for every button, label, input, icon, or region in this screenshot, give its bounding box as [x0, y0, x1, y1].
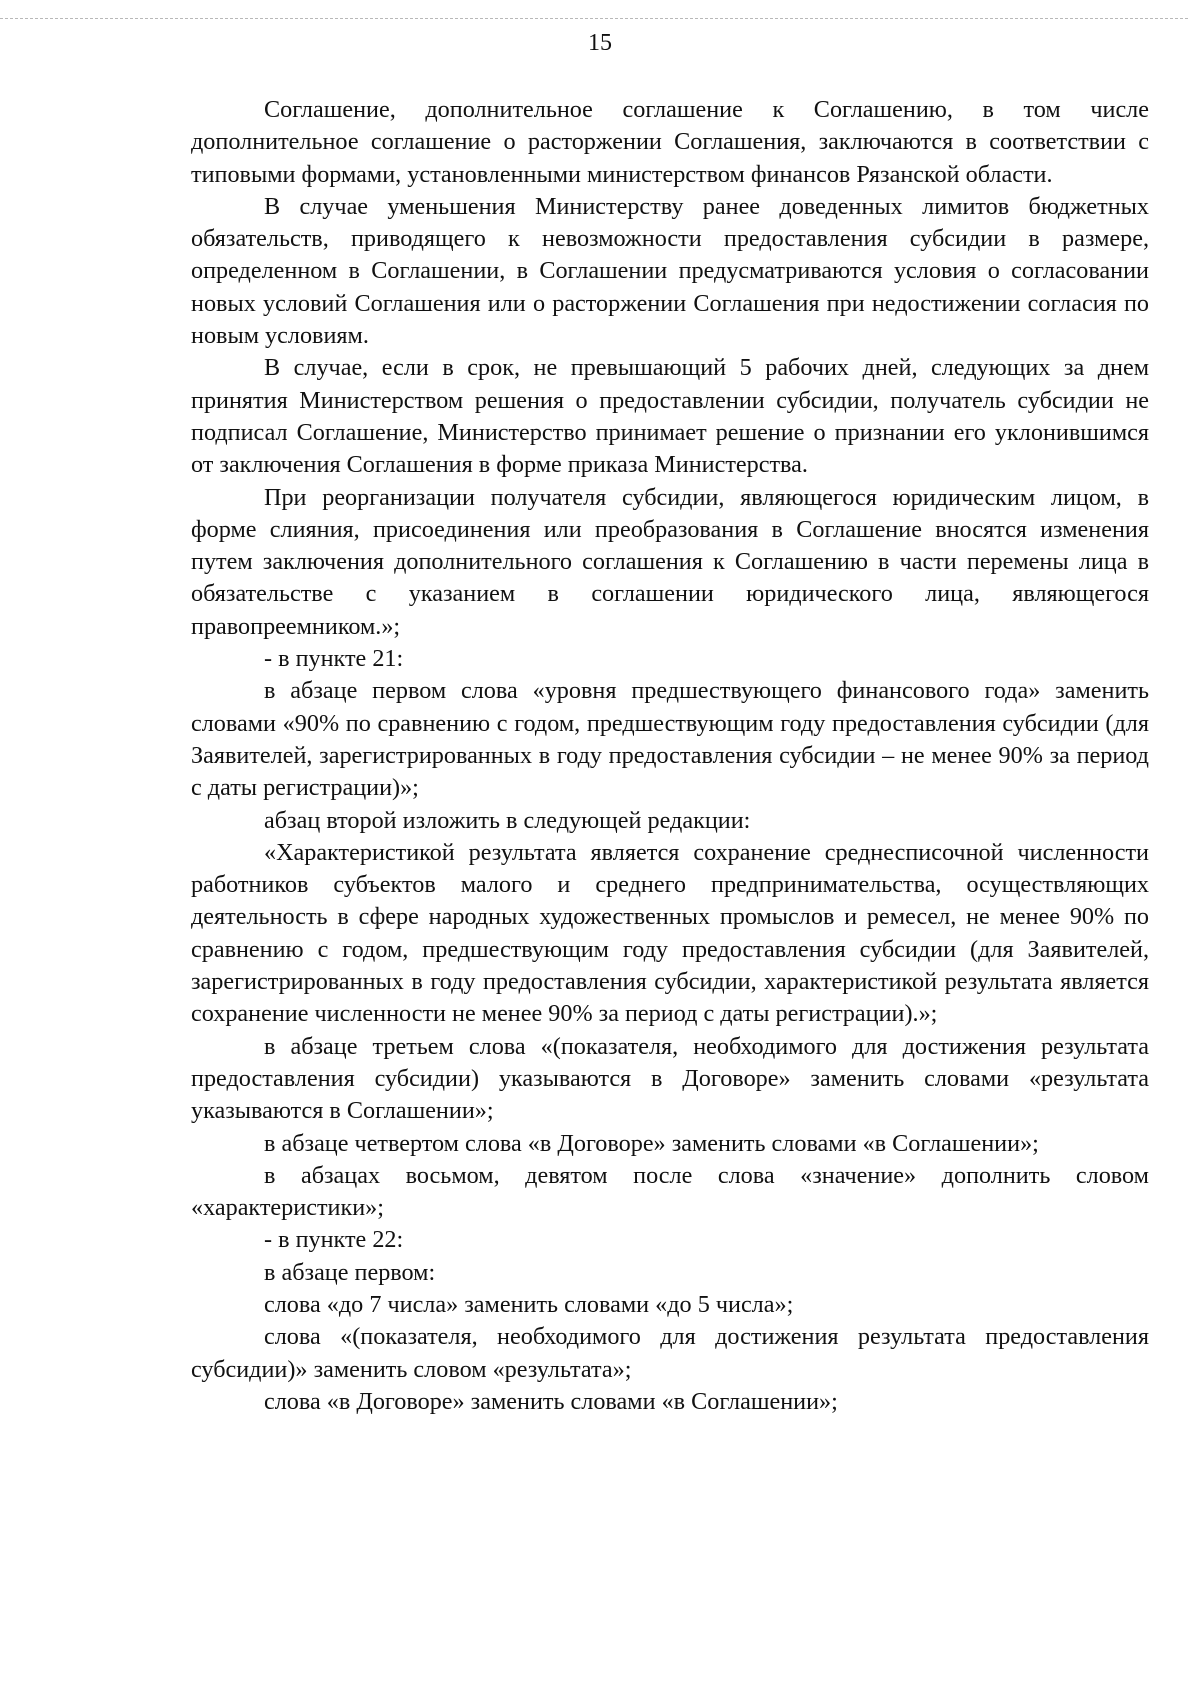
paragraph-22-indicator-change: слова «(показателя, необходимого для достижения результата предоставления субсидии)» заменить словом «результата»;	[191, 1323, 1149, 1383]
paragraph-21-first-indent: в абзаце первом слова «уровня предшествующего финансового года» заменить словами «90% по сравнению с годом, предшествующим году предоставления субсидии (для Заявителей, зарегистрированных в году предоставления субсидии – не менее 90% за период с даты регистрации)»;	[191, 677, 1149, 802]
paragraph-21-fourth-indent: в абзаце четвертом слова «в Договоре» заменить словами «в Соглашении»;	[264, 1129, 1039, 1157]
paragraph-22-date-change: слова «до 7 числа» заменить словами «до 5 числа»;	[264, 1290, 794, 1318]
document-body	[191, 94, 1149, 1418]
paragraph-agreement-forms: Соглашение, дополнительное соглашение к Соглашению, в том числе дополнительное соглашение о расторжении Соглашения, заключаются в соответствии с типовыми формами, установленными министерством финансов Рязанской области.	[191, 96, 1149, 188]
paragraph-signing-deadline: В случае, если в срок, не превышающий 5 рабочих дней, следующих за днем принятия Министерством решения о предоставлении субсидии, получатель субсидии не подписал Соглашение, Министерство принимает решение о признании его уклонившимся от заключения Соглашения в форме приказа Министерства.	[191, 354, 1149, 479]
paragraph-21-third-indent: в абзаце третьем слова «(показателя, необходимого для достижения результата предоставления субсидии) указываются в Договоре» заменить словами «результата указываются в Соглашении»;	[191, 1032, 1149, 1125]
paragraph-limits-reduction: В случае уменьшения Министерству ранее доведенных лимитов бюджетных обязательств, приводящего к невозможности предоставления субсидии в размере, определенном в Соглашении, в Соглашении предусматриваются условия о согласовании новых условий Соглашения или о расторжении Соглашения при недостижении согласия по новым условиям.	[191, 192, 1149, 350]
paragraph-reorganization: При реорганизации получателя субсидии, являющегося юридическим лицом, в форме слияния, присоединения или преобразования в Соглашение вносятся изменения путем заключения дополнительного соглашения к Соглашению в части перемены лица в обязательстве с указанием в соглашении юридического лица, являющегося правопреемником.»;	[191, 483, 1149, 640]
item-clause-22: - в пункте 22:	[264, 1226, 404, 1254]
scan-edge-line	[0, 18, 1188, 19]
paragraph-result-characteristic: «Характеристикой результата является сохранение среднесписочной численности работников субъектов малого и среднего предпринимательства, осуществляющих деятельность в сфере народных художественных промыслов и ремесел, не менее 90% по сравнению с годом, предшествующим году предоставления субсидии (для Заявителей, зарегистрированных в году предоставления субсидии, характеристикой результата является сохранение численности не менее 90% за период с даты регистрации).»;	[191, 838, 1149, 1028]
paragraph-22-contract-change: слова «в Договоре» заменить словами «в Соглашении»;	[264, 1387, 838, 1415]
item-clause-21: - в пункте 21:	[264, 645, 404, 673]
paragraph-21-eighth-ninth-indent: в абзацах восьмом, девятом после слова «значение» дополнить словом «характеристики»;	[191, 1161, 1149, 1222]
paragraph-21-second-indent-intro: абзац второй изложить в следующей редакции:	[264, 806, 751, 834]
page-number: 15	[588, 30, 612, 56]
paragraph-22-first-indent: в абзаце первом:	[264, 1258, 436, 1286]
